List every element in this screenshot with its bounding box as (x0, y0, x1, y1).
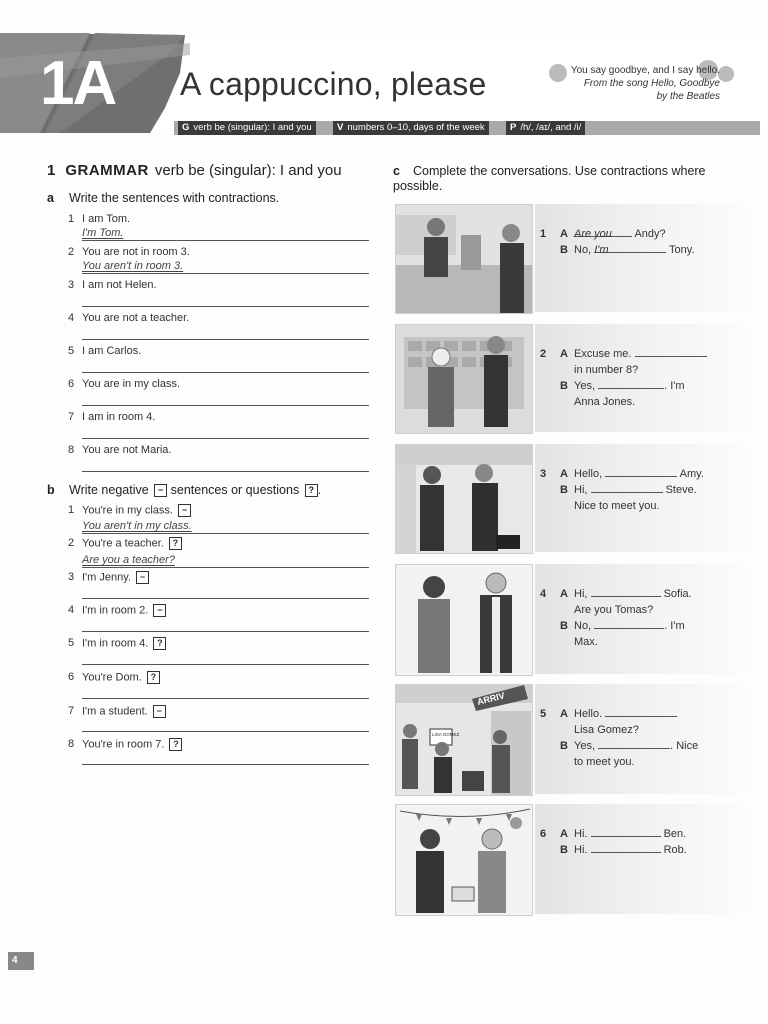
item-text: I'm Jenny. (82, 571, 131, 584)
item-text: You're in my class. (82, 504, 173, 517)
exercise-item (68, 705, 166, 718)
exercise-letter: a (47, 191, 54, 205)
item-text: I am not Helen. (82, 279, 157, 291)
airport-arrivals-illustration (395, 684, 533, 796)
speaker-a: A (560, 228, 568, 240)
conversation-5 (540, 706, 698, 770)
answer-line[interactable] (82, 698, 369, 699)
answer-blank[interactable] (594, 618, 664, 629)
exercise-letter: c (393, 164, 400, 178)
line-text: . I'm (664, 620, 685, 632)
answer-blank[interactable] (598, 738, 670, 749)
mark-box: ? (169, 537, 182, 550)
line-text: No, (574, 620, 592, 632)
section-heading (47, 162, 342, 179)
tag-pronunciation (506, 121, 585, 135)
exercise-a-instruction (47, 191, 279, 205)
line-text: Andy? (634, 228, 666, 240)
answer-blank[interactable] (591, 482, 663, 493)
item-text: I'm a student. (82, 705, 148, 718)
mark-box: ? (169, 738, 182, 751)
answer-blank[interactable] (591, 842, 661, 853)
line-text: to meet you. (574, 756, 635, 768)
line-text: No, (574, 244, 592, 256)
speaker-b: B (560, 380, 568, 392)
example-answer: I'm Tom. (82, 227, 124, 239)
line-b (540, 242, 695, 258)
line-text: in number 8? (574, 364, 639, 376)
line-text: Hello. (574, 708, 603, 720)
exercise-item (68, 378, 180, 390)
instruction-text: Write negative (69, 483, 149, 497)
answer-line[interactable] (82, 339, 369, 340)
exercise-item (68, 571, 149, 584)
conversation-1 (540, 226, 695, 258)
line-b (540, 482, 704, 498)
item-number: 6 (68, 671, 75, 684)
line-text: Hello, (574, 468, 603, 480)
speaker-a: A (560, 828, 568, 840)
speaker-b: B (560, 244, 568, 256)
tag-key: V (337, 122, 344, 133)
line-a (540, 346, 707, 362)
unit-number: 1A (40, 49, 116, 118)
answer-line[interactable] (82, 598, 369, 599)
line-b (540, 842, 687, 858)
line-text: Nice to meet you. (574, 500, 660, 512)
answer-blank[interactable]: I'm (594, 242, 666, 253)
speaker-b: B (560, 484, 568, 496)
answer-line[interactable] (82, 306, 369, 307)
instruction-text: sentences or questions (170, 483, 300, 497)
answer-blank[interactable] (598, 378, 664, 389)
exercise-item (68, 312, 189, 324)
line-a-cont (540, 362, 707, 378)
exercise-item (68, 279, 157, 291)
item-text: You are not a teacher. (82, 312, 190, 324)
item-number: 1 (68, 504, 75, 517)
item-number: 8 (68, 444, 75, 456)
line-a-cont (540, 722, 698, 738)
exercise-item (68, 411, 155, 423)
conv-number: 6 (540, 828, 547, 840)
exercise-item (68, 444, 171, 456)
answer-line[interactable] (82, 567, 369, 568)
instruction-text: Complete the conversations. Use contractions where possible. (393, 164, 706, 193)
office-meeting-illustration (395, 444, 533, 554)
answer-line[interactable] (82, 405, 369, 406)
item-text: I am Carlos. (82, 345, 142, 357)
section-subtitle: verb be (singular): I and you (154, 162, 342, 179)
line-text: Sofia. (663, 588, 692, 600)
speaker-a: A (560, 588, 568, 600)
cafe-counter-illustration (395, 204, 533, 314)
topic-tag-bar (174, 121, 760, 135)
conversation-6 (540, 826, 687, 858)
line-b-cont (540, 754, 698, 770)
tag-text: numbers 0–10, days of the week (347, 122, 485, 133)
line-text: Tony. (669, 244, 695, 256)
example-answer: You aren't in my class. (82, 520, 192, 532)
section-number: 1 (47, 162, 56, 179)
negative-symbol-box: − (154, 484, 167, 497)
arrivals-sign-text: ARRIV (476, 690, 506, 707)
line-text: Steve. (665, 484, 697, 496)
answer-line[interactable] (82, 471, 369, 472)
exercise-item (68, 537, 182, 550)
item-text: You're a teacher. (82, 537, 164, 550)
answer-line[interactable] (82, 731, 369, 732)
line-a (540, 586, 692, 602)
exercise-item (68, 637, 166, 650)
answer-line[interactable] (82, 631, 369, 632)
item-number: 3 (68, 279, 75, 291)
line-b-cont (540, 498, 704, 514)
item-text: I am Tom. (82, 213, 131, 225)
speaker-a: A (560, 708, 568, 720)
exercise-item (68, 345, 141, 357)
answer-blank[interactable] (605, 466, 677, 477)
item-text: I am in room 4. (82, 411, 156, 423)
example-answer: You aren't in room 3. (82, 260, 184, 272)
line-text: Hi, (574, 588, 588, 600)
question-symbol-box: ? (305, 484, 318, 497)
answer-blank[interactable] (591, 826, 661, 837)
conversation-3 (540, 466, 704, 514)
line-text: Amy. (679, 468, 704, 480)
line-text: Lisa Gomez? (574, 724, 639, 736)
mark-box: − (153, 604, 166, 617)
quote-artist: by the Beatles (656, 91, 720, 102)
conversation-2 (540, 346, 707, 410)
item-number: 8 (68, 738, 75, 751)
exercise-c-instruction (393, 164, 713, 194)
answer-blank[interactable] (591, 586, 661, 597)
exercise-item (68, 604, 166, 617)
line-text: Yes, (574, 740, 596, 752)
page-number: 4 (8, 952, 34, 970)
line-b (540, 378, 707, 394)
item-number: 3 (68, 571, 75, 584)
answer-line[interactable] (82, 533, 369, 534)
section-keyword: GRAMMAR (65, 162, 149, 179)
speaker-a: A (560, 468, 568, 480)
line-b (540, 738, 698, 754)
conversation-panel (535, 804, 760, 914)
line-text: Hi. (574, 844, 588, 856)
song-quote (530, 64, 720, 103)
conv-number: 1 (540, 228, 547, 240)
answer-line[interactable] (82, 664, 369, 665)
line-text: . Nice (670, 740, 699, 752)
tag-text: /h/, /aɪ/, and /i/ (520, 122, 582, 133)
line-text: Max. (574, 636, 598, 648)
item-text: You are in my class. (82, 378, 181, 390)
speaker-b: B (560, 844, 568, 856)
conv-number: 3 (540, 468, 547, 480)
line-a (540, 226, 695, 242)
exercise-b-instruction (47, 483, 321, 497)
line-text: Ben. (663, 828, 687, 840)
item-number: 4 (68, 312, 75, 324)
item-text: You are not Maria. (82, 444, 172, 456)
conversation-panel (535, 204, 760, 312)
line-text: . I'm (664, 380, 685, 392)
mark-box: − (136, 571, 149, 584)
party-handshake-illustration (395, 804, 533, 916)
example-answer: Are you a teacher? (82, 554, 175, 566)
tag-key: G (182, 122, 190, 133)
exercise-item (68, 246, 190, 258)
mark-box: ? (147, 671, 160, 684)
speaker-b: B (560, 620, 568, 632)
line-b-cont (540, 634, 692, 650)
line-b (540, 618, 692, 634)
exercise-item (68, 671, 160, 684)
instruction-text: . (317, 483, 322, 497)
item-number: 2 (68, 537, 75, 550)
line-a (540, 706, 698, 722)
conv-number: 4 (540, 588, 547, 600)
conversation-4 (540, 586, 692, 650)
answer-blank[interactable] (605, 706, 677, 717)
mark-box: − (153, 705, 166, 718)
exercise-item (68, 213, 130, 225)
answer-blank[interactable]: Are you (574, 226, 632, 237)
line-text: Are you Tomas? (574, 604, 654, 616)
tag-vocabulary (333, 121, 489, 135)
item-number: 2 (68, 246, 75, 258)
answer-blank[interactable] (635, 346, 707, 357)
item-number: 4 (68, 604, 75, 617)
tag-key: P (510, 122, 517, 133)
item-text: You're Dom. (82, 671, 142, 684)
line-text: Hi. (574, 828, 588, 840)
line-a (540, 466, 704, 482)
conv-number: 2 (540, 348, 547, 360)
name-board-text: LISA GOMEZ (432, 732, 460, 737)
speaker-b: B (560, 740, 568, 752)
mark-box: − (178, 504, 191, 517)
tag-text: verb be (singular): I and you (193, 122, 312, 133)
instruction-text: Write the sentences with contractions. (69, 191, 280, 205)
speaker-a: A (560, 348, 568, 360)
line-text: Hi, (574, 484, 588, 496)
mark-box: ? (153, 637, 166, 650)
two-people-greeting-illustration (395, 564, 533, 676)
item-text: You're in room 7. (82, 738, 165, 751)
item-number: 1 (68, 213, 75, 225)
item-text: I'm in room 4. (82, 637, 149, 650)
item-text: You are not in room 3. (82, 246, 190, 258)
line-b-cont (540, 394, 707, 410)
answer-line[interactable] (82, 273, 369, 274)
conv-number: 5 (540, 708, 547, 720)
quote-source: From the song Hello, Goodbye (583, 78, 720, 89)
answer-line[interactable] (82, 240, 369, 241)
exercise-item (68, 504, 191, 517)
answer-line[interactable] (82, 372, 369, 373)
answer-line[interactable] (82, 438, 369, 439)
answer-line[interactable] (82, 764, 369, 765)
page-title: A cappuccino, please (180, 66, 487, 102)
item-number: 6 (68, 378, 75, 390)
tag-grammar (178, 121, 316, 135)
exercise-item (68, 738, 182, 751)
line-a (540, 826, 687, 842)
item-text: I'm in room 2. (82, 604, 149, 617)
line-text: Rob. (663, 844, 687, 856)
quote-text: You say goodbye, and I say hello. (570, 65, 720, 76)
item-number: 5 (68, 345, 75, 357)
line-a-cont (540, 602, 692, 618)
line-text: Excuse me. (574, 348, 632, 360)
item-number: 7 (68, 705, 75, 718)
exercise-letter: b (47, 483, 55, 497)
hotel-reception-illustration (395, 324, 533, 434)
line-text: Yes, (574, 380, 596, 392)
line-text: Anna Jones. (574, 396, 636, 408)
item-number: 5 (68, 637, 75, 650)
item-number: 7 (68, 411, 75, 423)
